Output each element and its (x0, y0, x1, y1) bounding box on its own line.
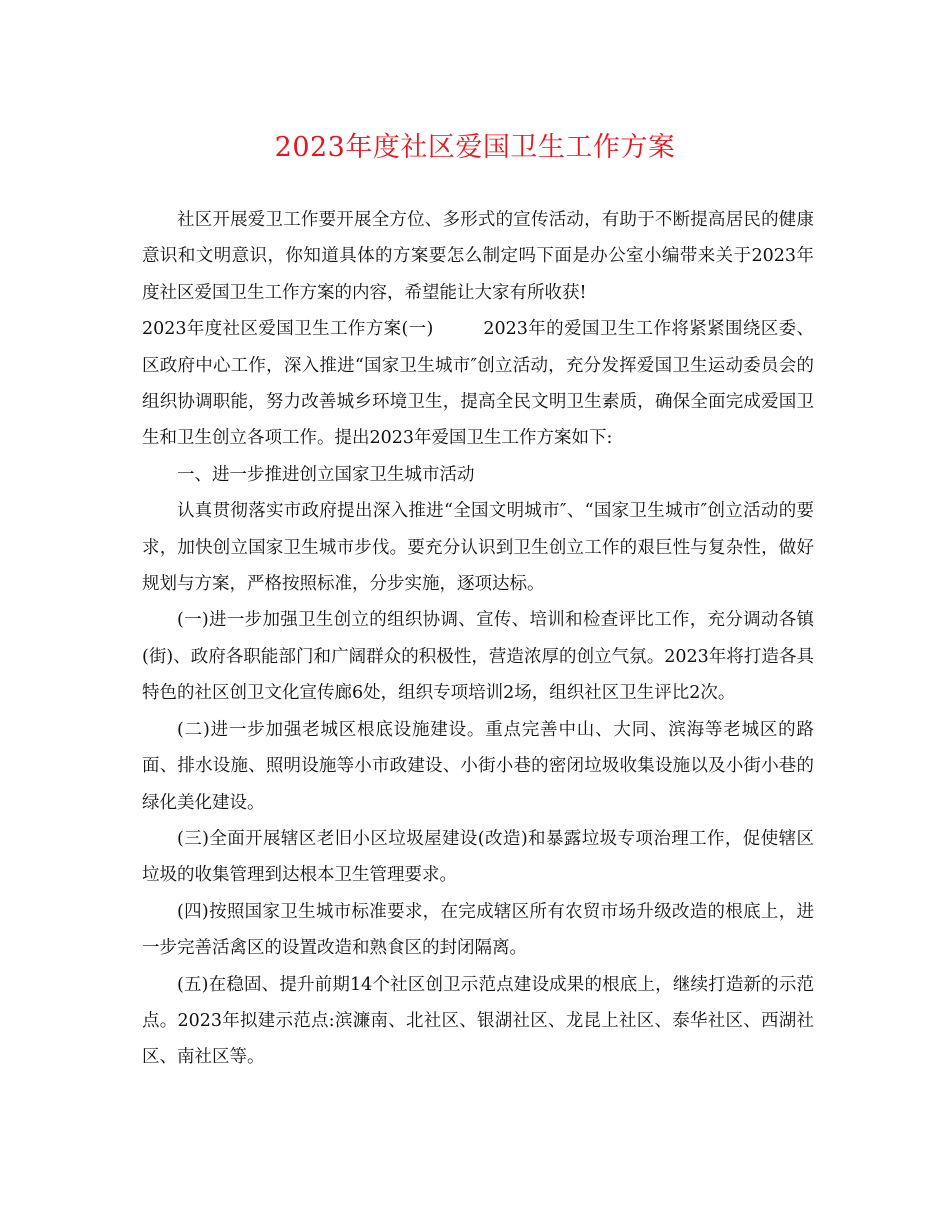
plan-heading: 2023年度社区爱国卫生工作方案(一) (142, 319, 434, 340)
list-item: (四)按照国家卫生城市标准要求，在完成辖区所有农贸市场升级改造的根底上，进一步完善活禽区的设置改造和熟食区的封闭隔离。 (142, 901, 814, 959)
intro-paragraph: 社区开展爱卫工作要开展全方位、多形式的宣传活动，有助于不断提高居民的健康意识和文明意识，你知道具体的方案要怎么制定吗下面是办公室小编带来关于2023年度社区爱国卫生工作方案的内容，希望能让大家有所收获! (142, 210, 814, 303)
list-item: (一)进一步加强卫生创立的组织协调、宣传、培训和检查评比工作，充分调动各镇(街)、政府各职能部门和广阔群众的积极性，营造浓厚的创立气氛。2023年将打造各具特色的社区创卫文化宣传廊6处，组织专项培训2场，组织社区卫生评比2次。 (142, 610, 814, 704)
document-title: 2023年度社区爱国卫生工作方案 (274, 132, 676, 163)
list-item: (三)全面开展辖区老旧小区垃圾屋建设(改造)和暴露垃圾专项治理工作，促使辖区垃圾的收集管理到达根本卫生管理要求。 (142, 828, 814, 886)
section-1-intro: 认真贯彻落实市政府提出深入推进“全国文明城市″、“国家卫生城市″创立活动的要求，加快创立国家卫生城市步伐。要充分认识到卫生创立工作的艰巨性与复杂性，做好规划与方案，严格按照标准，分步实施，逐项达标。 (142, 501, 814, 595)
section-1-title: 一、进一步推进创立国家卫生城市活动 (177, 464, 475, 485)
list-item: (五)在稳固、提升前期14个社区创卫示范点建设成果的根底上，继续打造新的示范点。2023年拟建示范点:滨濂南、北社区、银湖社区、龙昆上社区、泰华社区、西湖社区、南社区等。 (142, 974, 814, 1068)
plan-paragraph (142, 311, 814, 457)
list-item: (二)进一步加强老城区根底设施建设。重点完善中山、大同、滨海等老城区的路面、排水设施、照明设施等小市政建设、小街小巷的密闭垃圾收集设施以及小街小巷的绿化美化建设。 (142, 719, 814, 813)
plan-opening: 2023年的爱国卫生工作将紧紧围绕区委、区政府中心工作，深入推进“国家卫生城市″创立活动，充分发挥爱国卫生运动委员会的组织协调职能，努力改善城乡环境卫生，提高全民文明卫生素质，确保全面完成爱国卫生和卫生创立各项工作。提出2023年爱国卫生工作方案如下: (142, 319, 814, 449)
document-body (142, 202, 814, 1076)
